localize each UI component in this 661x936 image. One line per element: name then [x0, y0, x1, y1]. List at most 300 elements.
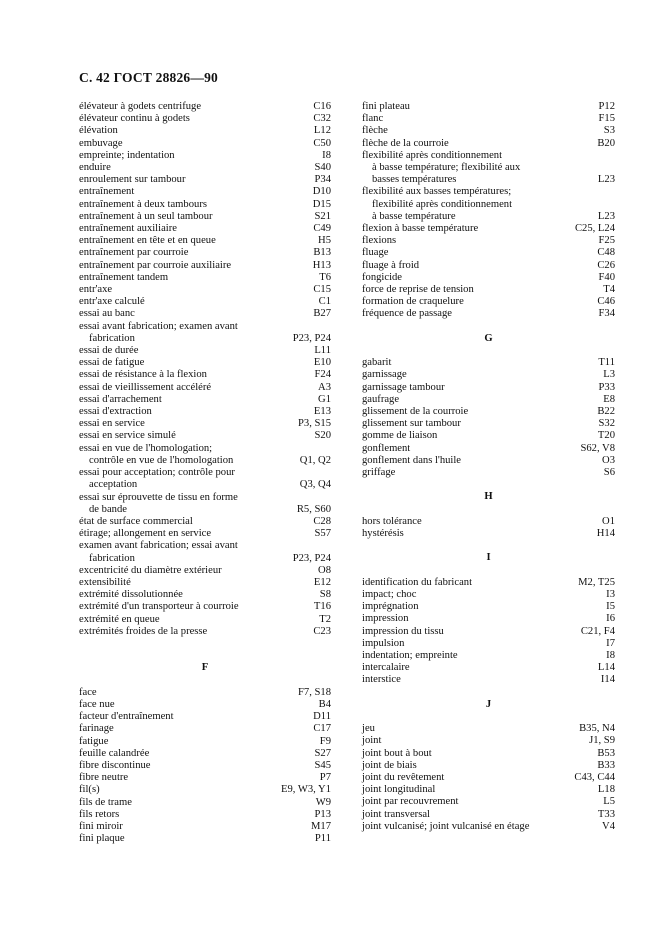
index-term: interstice: [362, 674, 401, 686]
index-term: fibre discontinue: [79, 759, 151, 771]
index-entry: [79, 101, 331, 113]
index-entry: [362, 260, 615, 272]
index-code: Q3, Q4: [299, 479, 331, 491]
index-code: P34: [314, 174, 331, 186]
index-term: extensibilité: [79, 576, 131, 588]
index-entry: [362, 369, 615, 381]
index-term: gomme de liaison: [362, 430, 438, 442]
index-entry: [79, 601, 331, 613]
index-term: examen avant fabrication; essai avant: [79, 540, 238, 552]
spacer: [362, 565, 615, 577]
index-code: A3: [318, 381, 331, 393]
index-code: S8: [319, 589, 331, 601]
index-entry: [79, 357, 331, 369]
index-code: L12: [313, 125, 331, 137]
index-term: essai pour acceptation; contrôle pour: [79, 467, 235, 479]
index-code: T2: [319, 613, 331, 625]
index-code: E10: [313, 357, 331, 369]
index-entry: [79, 821, 331, 833]
index-term: impulsion: [362, 637, 405, 649]
index-entry: [79, 406, 331, 418]
index-code: R5, S60: [296, 503, 331, 515]
index-term: joint de biais: [362, 759, 417, 771]
index-entry: [79, 614, 331, 626]
index-term: essai en service: [79, 418, 145, 430]
index-term: basses températures: [372, 174, 457, 186]
index-entry: [362, 748, 615, 760]
index-term: hors tolérance: [362, 515, 422, 527]
index-code: I8: [322, 149, 331, 161]
index-code: F25: [598, 235, 615, 247]
index-code: F40: [598, 271, 615, 283]
index-entry: [362, 247, 615, 259]
index-term: glissement de la courroie: [362, 406, 469, 418]
index-code: S32: [598, 418, 615, 430]
index-term: essai en vue de l'homologation;: [79, 442, 213, 454]
index-term: fini plateau: [362, 101, 410, 112]
index-term: flanc: [362, 113, 384, 125]
index-code: H14: [596, 528, 615, 540]
index-term: extrémité dissolutionnée: [79, 589, 183, 601]
index-code: M17: [310, 820, 331, 832]
index-entry: [362, 760, 615, 772]
index-term: fils de trame: [79, 796, 132, 808]
index-term: gaufrage: [362, 393, 400, 405]
spacer: [362, 711, 615, 723]
index-entry: [362, 113, 615, 125]
index-term: entraînement par courroie: [79, 247, 189, 259]
index-entry: [362, 455, 615, 467]
index-code: P23, P24: [292, 332, 331, 344]
index-term: essai au banc: [79, 308, 135, 320]
index-term: fibre neutre: [79, 772, 129, 784]
spacer: [79, 675, 331, 687]
index-entry: [79, 125, 331, 137]
index-code: L11: [314, 345, 331, 357]
index-term: élévateur à godets centrifuge: [79, 101, 202, 112]
index-code: T4: [603, 284, 615, 296]
spacer: [79, 638, 331, 650]
index-term: indentation; empreinte: [362, 650, 458, 662]
index-term: essai de durée: [79, 345, 139, 357]
index-term: entraînement par courroie auxiliaire: [79, 259, 232, 271]
index-entry: [79, 260, 331, 272]
index-code: L23: [597, 174, 615, 186]
index-code: I5: [606, 601, 615, 613]
index-code: D10: [312, 186, 331, 198]
index-term: gabarit: [362, 357, 392, 369]
index-code: G1: [318, 393, 331, 405]
index-entry: [362, 516, 615, 528]
index-entry: [79, 809, 331, 821]
index-term: joint du revêtement: [362, 772, 445, 784]
index-code: B27: [313, 308, 331, 320]
index-code: F7, S18: [298, 686, 331, 698]
index-term: joint: [362, 735, 382, 747]
index-term: fongicide: [362, 271, 403, 283]
index-term: entraînement: [79, 186, 135, 198]
index-entry: [362, 723, 615, 735]
index-code: S57: [314, 528, 331, 540]
index-entry: [362, 735, 615, 747]
index-term: glissement sur tambour: [362, 418, 461, 430]
index-code: T20: [597, 430, 615, 442]
index-entry: [79, 443, 331, 455]
index-code: E8: [603, 393, 615, 405]
index-entry-continuation: [362, 174, 615, 186]
index-term: de bande: [89, 503, 127, 515]
index-term: garnissage: [362, 369, 407, 381]
index-code: C17: [313, 723, 331, 735]
index-code: O8: [318, 564, 331, 576]
index-entry: [79, 528, 331, 540]
index-entry-continuation: [79, 455, 331, 467]
index-code: E13: [313, 406, 331, 418]
index-code: F34: [598, 308, 615, 320]
index-entry: [362, 577, 615, 589]
index-term: facteur d'entraînement: [79, 711, 174, 723]
section-letter-heading: G: [484, 332, 493, 344]
index-code: S21: [314, 210, 331, 222]
index-entry: [362, 308, 615, 320]
index-term: jeu: [362, 723, 375, 735]
index-term: entr'axe: [79, 284, 113, 296]
index-code: L23: [597, 210, 615, 222]
index-code: S6: [603, 467, 615, 479]
section-letter-heading: H: [484, 491, 493, 503]
index-entry-continuation: [79, 333, 331, 345]
index-code: B13: [313, 247, 331, 259]
index-term: fabrication: [89, 552, 135, 564]
index-term: flexibilité aux basses températures;: [362, 186, 512, 198]
index-entry: [79, 321, 331, 333]
index-entry: [79, 577, 331, 589]
index-code: B20: [597, 137, 615, 149]
index-term: enduire: [79, 162, 111, 174]
index-term: extrémité en queue: [79, 613, 160, 625]
index-entry: [362, 601, 615, 613]
index-entry: [362, 430, 615, 442]
index-term: embuvage: [79, 137, 123, 149]
index-code: T16: [313, 601, 331, 613]
index-term: entr'axe calculé: [79, 296, 145, 308]
index-term: hystérésis: [362, 528, 404, 540]
index-term: griffage: [362, 467, 396, 479]
spacer: [362, 504, 615, 516]
index-entry: [79, 699, 331, 711]
index-term: fluage à froid: [362, 259, 420, 271]
index-entry: [362, 418, 615, 430]
index-entry: [79, 138, 331, 150]
index-term: étirage; allongement en service: [79, 528, 212, 540]
index-code: I3: [606, 589, 615, 601]
index-code: D15: [312, 198, 331, 210]
index-code: S40: [314, 162, 331, 174]
index-entry: [79, 687, 331, 699]
index-code: T33: [597, 808, 615, 820]
index-code: S3: [603, 125, 615, 137]
index-term: entraînement à un seul tambour: [79, 210, 213, 222]
index-entry: [79, 760, 331, 772]
index-code: I8: [606, 650, 615, 662]
index-entry: [79, 113, 331, 125]
index-term: flexibilité après conditionnement: [362, 149, 503, 161]
index-term: essai de vieillissement accéléré: [79, 381, 212, 393]
index-code: C21, F4: [580, 625, 615, 637]
index-term: entraînement tandem: [79, 271, 169, 283]
index-entry: [79, 626, 331, 638]
index-code: C16: [313, 101, 331, 112]
index-entry: [362, 125, 615, 137]
index-term: essai sur éprouvette de tissu en forme: [79, 491, 238, 503]
index-code: F24: [314, 369, 331, 381]
index-entry: [362, 796, 615, 808]
index-code: P3, S15: [298, 418, 331, 430]
spacer: [79, 650, 331, 662]
index-entry: [362, 809, 615, 821]
index-entry: [362, 296, 615, 308]
spacer: [362, 479, 615, 491]
index-term: fatigue: [79, 735, 109, 747]
index-entry: [79, 784, 331, 796]
index-term: essai avant fabrication; examen avant: [79, 320, 238, 332]
spacer: [362, 345, 615, 357]
index-term: impact; choc: [362, 589, 417, 601]
index-entry: [362, 650, 615, 662]
index-term: identification du fabricant: [362, 576, 473, 588]
section-letter-heading: F: [201, 662, 209, 674]
index-term: face nue: [79, 698, 115, 710]
index-code: L14: [597, 662, 615, 674]
index-entry: [362, 223, 615, 235]
index-term: à basse température; flexibilité aux: [372, 162, 521, 174]
index-code: P23, P24: [292, 552, 331, 564]
index-entry-continuation: [362, 211, 615, 223]
index-term: essai d'extraction: [79, 406, 152, 418]
index-term: enroulement sur tambour: [79, 174, 186, 186]
index-term: extrémités froides de la presse: [79, 625, 208, 637]
index-code: M2, T25: [578, 576, 615, 588]
index-entry: [79, 430, 331, 442]
page-header: С. 42 ГОСТ 28826—90: [79, 70, 218, 85]
index-term: fil(s): [79, 784, 100, 796]
index-entry: [362, 382, 615, 394]
index-term: empreinte; indentation: [79, 149, 175, 161]
index-entry: [362, 284, 615, 296]
index-code: F15: [598, 113, 615, 125]
index-column-left: [79, 101, 331, 845]
index-entry: [79, 272, 331, 284]
index-code: S62, V8: [580, 442, 615, 454]
index-entry: [79, 833, 331, 845]
index-term: face: [79, 686, 97, 698]
index-code: C46: [597, 296, 615, 308]
index-term: essai en service simulé: [79, 430, 176, 442]
index-term: joint par recouvrement: [362, 796, 459, 808]
index-code: P7: [319, 772, 331, 784]
index-entry: [362, 638, 615, 650]
index-term: fluage: [362, 247, 389, 259]
index-entry: [79, 308, 331, 320]
index-term: contrôle en vue de l'homologation: [89, 454, 234, 466]
index-term: farinage: [79, 723, 114, 735]
index-code: J1, S9: [589, 735, 615, 747]
index-code: S27: [314, 747, 331, 759]
index-entry: [79, 540, 331, 552]
index-entry: [362, 674, 615, 686]
index-code: C43, C44: [574, 772, 615, 784]
index-entry: [79, 748, 331, 760]
index-entry: [362, 589, 615, 601]
index-entry: [79, 247, 331, 259]
index-code: L5: [603, 796, 615, 808]
index-code: F9: [319, 735, 331, 747]
index-term: force de reprise de tension: [362, 284, 474, 296]
index-entry: [362, 613, 615, 625]
index-code: S45: [314, 759, 331, 771]
index-entry: [362, 626, 615, 638]
index-code: E12: [313, 576, 331, 588]
index-entry: [79, 394, 331, 406]
index-entry: [79, 797, 331, 809]
index-code: P13: [314, 808, 331, 820]
index-term: gonflement dans l'huile: [362, 454, 461, 466]
index-entry: [79, 723, 331, 735]
index-term: essai de fatigue: [79, 357, 145, 369]
index-entry: [79, 223, 331, 235]
index-entry: [79, 492, 331, 504]
index-code: Q1, Q2: [299, 454, 331, 466]
index-code: C23: [313, 625, 331, 637]
index-term: flexibilité après conditionnement: [372, 198, 513, 210]
index-entry-continuation: [79, 504, 331, 516]
index-term: essai d'arrachement: [79, 393, 162, 405]
index-term: fini miroir: [79, 820, 123, 832]
index-code: C1: [318, 296, 331, 308]
index-entry: [79, 369, 331, 381]
index-entry-continuation: [79, 553, 331, 565]
index-term: extrémité d'un transporteur à courroie: [79, 601, 239, 613]
index-code: C50: [313, 137, 331, 149]
index-entry: [79, 467, 331, 479]
index-code: C28: [313, 515, 331, 527]
index-code: P12: [598, 101, 615, 112]
spacer: [362, 687, 615, 699]
index-entry-continuation: [79, 479, 331, 491]
index-term: excentricité du diamètre extérieur: [79, 564, 222, 576]
index-entry: [79, 736, 331, 748]
index-code: P33: [598, 381, 615, 393]
index-entry: [362, 394, 615, 406]
index-code: C26: [597, 259, 615, 271]
index-code: B35, N4: [579, 723, 615, 735]
section-letter-heading: I: [486, 552, 491, 564]
index-term: imprégnation: [362, 601, 419, 613]
index-entry: [362, 138, 615, 150]
index-term: entraînement à deux tambours: [79, 198, 207, 210]
index-code: W9: [315, 796, 331, 808]
index-term: joint bout à bout: [362, 747, 432, 759]
index-term: impression du tissu: [362, 625, 444, 637]
section-letter-heading: J: [485, 698, 492, 710]
index-term: entraînement auxiliaire: [79, 223, 177, 235]
index-term: entraînement en tête et en queue: [79, 235, 216, 247]
index-code: C49: [313, 223, 331, 235]
index-term: élévateur continu à godets: [79, 113, 190, 125]
index-code: B22: [597, 406, 615, 418]
index-code: B33: [597, 759, 615, 771]
index-term: gonflement: [362, 442, 411, 454]
index-entry: [79, 211, 331, 223]
index-term: fils retors: [79, 808, 120, 820]
index-entry: [79, 516, 331, 528]
index-term: formation de craquelure: [362, 296, 464, 308]
index-term: flexion à basse température: [362, 223, 479, 235]
index-code: H13: [312, 259, 331, 271]
index-code: T11: [598, 357, 615, 369]
index-term: essai de résistance à la flexion: [79, 369, 207, 381]
index-term: intercalaire: [362, 662, 410, 674]
index-term: joint transversal: [362, 808, 430, 820]
index-entry: [362, 528, 615, 540]
index-term: fini plaque: [79, 833, 125, 845]
index-entry: [362, 784, 615, 796]
index-code: L18: [597, 784, 615, 796]
index-code: I7: [606, 637, 615, 649]
index-entry-continuation: [362, 199, 615, 211]
index-code: C48: [597, 247, 615, 259]
index-code: I14: [600, 674, 615, 686]
index-entry: [79, 345, 331, 357]
index-code: D11: [313, 711, 331, 723]
index-term: acceptation: [89, 479, 138, 491]
index-code: L3: [603, 369, 615, 381]
index-entry: [79, 174, 331, 186]
index-term: fréquence de passage: [362, 308, 452, 320]
index-term: élévation: [79, 125, 118, 137]
index-term: joint vulcanisé; joint vulcanisé en étage: [362, 820, 530, 832]
index-entry: [79, 565, 331, 577]
index-entry: [362, 772, 615, 784]
index-entry: [362, 272, 615, 284]
index-entry: [79, 418, 331, 430]
index-term: flèche: [362, 125, 388, 137]
index-code: C32: [313, 113, 331, 125]
index-entry: [79, 589, 331, 601]
index-term: état de surface commercial: [79, 515, 193, 527]
index-code: S20: [314, 430, 331, 442]
index-entry: [362, 357, 615, 369]
index-code: P11: [314, 833, 331, 845]
index-term: joint longitudinal: [362, 784, 436, 796]
index-code: E9, W3, Y1: [280, 784, 331, 796]
index-code: T6: [319, 271, 331, 283]
index-code: O3: [602, 454, 615, 466]
index-entry: [362, 467, 615, 479]
index-code: C15: [313, 284, 331, 296]
index-entry: [362, 406, 615, 418]
index-code: V4: [602, 820, 615, 832]
index-term: impression: [362, 613, 409, 625]
spacer: [362, 321, 615, 333]
index-code: O1: [602, 515, 615, 527]
index-term: feuille calandrée: [79, 747, 150, 759]
index-entry: [79, 199, 331, 211]
index-code: I6: [606, 613, 615, 625]
index-term: flexions: [362, 235, 397, 247]
index-entry: [362, 821, 615, 833]
index-code: C25, L24: [574, 223, 615, 235]
